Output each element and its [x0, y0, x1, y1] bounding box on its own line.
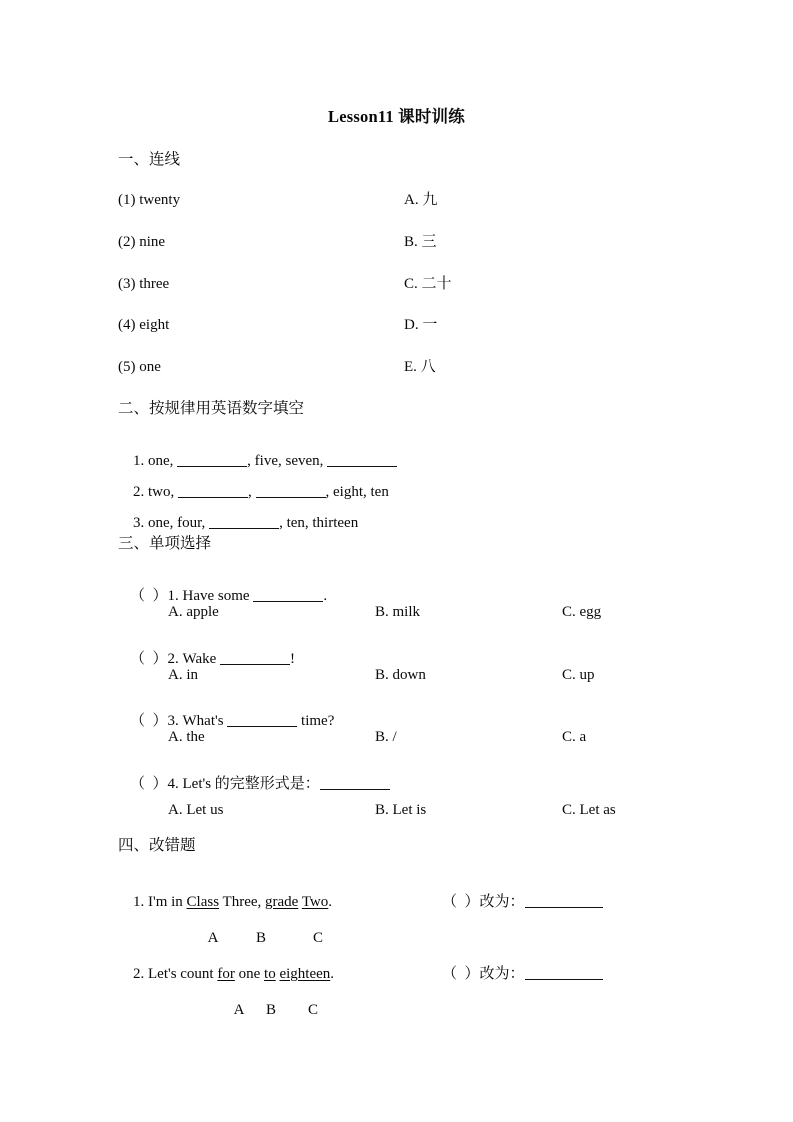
mc-question-3-option-b[interactable]: B. /: [375, 729, 397, 745]
error-correction-2-marker-b: B: [265, 1002, 276, 1018]
match-left-item-4[interactable]: (4) eight: [118, 317, 170, 333]
mc-question-2-bracket[interactable]: （ ）: [130, 651, 168, 667]
mc-question-2-blank[interactable]: [220, 664, 290, 665]
error-correction-1-underline-b[interactable]: grade: [265, 894, 299, 910]
mc-question-3-blank[interactable]: [227, 726, 297, 727]
mc-question-2-stem: [115, 637, 295, 682]
error-correction-1-marker-b: B: [255, 930, 266, 946]
error-correction-2-number: 2.: [133, 966, 148, 982]
match-right-item-a[interactable]: A. 九: [404, 192, 438, 208]
fill-in-1-blank-2[interactable]: [327, 466, 397, 467]
match-left-item-3[interactable]: (3) three: [118, 276, 170, 292]
mc-question-2-option-b[interactable]: B. down: [375, 667, 426, 683]
fill-in-2-post: , eight, ten: [325, 484, 389, 500]
error-correction-2-answer-label[interactable]: （ ）改为：: [442, 966, 525, 982]
match-right-item-b[interactable]: B. 三: [404, 234, 437, 250]
mc-question-1-pre: 1. Have some: [167, 588, 254, 604]
mc-question-4-blank[interactable]: [320, 789, 390, 790]
mc-question-3-option-a[interactable]: A. the: [168, 729, 205, 745]
error-correction-1-mid-1: Three,: [219, 894, 266, 910]
match-right-item-d[interactable]: D. 一: [404, 317, 438, 333]
mc-question-4-bracket[interactable]: （ ）: [130, 776, 168, 792]
mc-question-3-option-c[interactable]: C. a: [562, 729, 587, 745]
error-correction-1-post: .: [328, 894, 333, 910]
error-correction-1-answer-label[interactable]: （ ）改为：: [442, 894, 525, 910]
error-correction-1-number: 1.: [133, 894, 148, 910]
mc-question-1-option-b[interactable]: B. milk: [375, 604, 421, 620]
error-correction-1-marker-a: A: [207, 930, 219, 946]
fill-in-3-post: , ten, thirteen: [279, 515, 359, 531]
error-correction-2-post: .: [330, 966, 335, 982]
mc-question-4-pre: 4. Let's 的完整形式是：: [167, 776, 320, 792]
mc-question-4-option-a[interactable]: A. Let us: [168, 802, 224, 818]
error-correction-2-underline-a[interactable]: for: [217, 966, 235, 982]
mc-question-1-option-c[interactable]: C. egg: [562, 604, 602, 620]
mc-question-4-option-c[interactable]: C. Let as: [562, 802, 616, 818]
mc-question-3-post: time?: [297, 713, 335, 729]
error-correction-1-answer: [427, 880, 603, 925]
match-left-item-2[interactable]: (2) nine: [118, 234, 166, 250]
mc-question-3-bracket[interactable]: （ ）: [130, 713, 168, 729]
fill-in-2-blank-2[interactable]: [256, 497, 326, 498]
error-correction-2-marker-a: A: [233, 1002, 245, 1018]
match-left-item-1[interactable]: (1) twenty: [118, 192, 181, 208]
fill-in-1-mid: , five, seven,: [247, 453, 328, 469]
mc-question-4-option-b[interactable]: B. Let is: [375, 802, 427, 818]
section-heading-error-correction: 四、改错题: [118, 837, 196, 854]
mc-question-1-option-a[interactable]: A. apple: [168, 604, 219, 620]
error-correction-2-answer-blank[interactable]: [525, 979, 603, 980]
error-correction-2-answer: [427, 952, 603, 997]
section-heading-fill-in: 二、按规律用英语数字填空: [118, 400, 305, 417]
mc-question-2-option-a[interactable]: A. in: [168, 667, 198, 683]
error-correction-2-marker-c: C: [307, 1002, 318, 1018]
mc-question-4-stem: [115, 762, 390, 807]
fill-in-3-blank-1[interactable]: [209, 528, 279, 529]
match-right-item-e[interactable]: E. 八: [404, 359, 436, 375]
match-left-item-5[interactable]: (5) one: [118, 359, 161, 375]
fill-in-2-blank-1[interactable]: [178, 497, 248, 498]
fill-in-2-pre: 2. two,: [133, 484, 178, 500]
section-heading-multiple-choice: 三、单项选择: [118, 535, 212, 552]
mc-question-2-pre: 2. Wake: [167, 651, 221, 667]
mc-question-2-option-c[interactable]: C. up: [562, 667, 595, 683]
error-correction-2-mid-1: one: [234, 966, 265, 982]
section-heading-matching: 一、连线: [118, 151, 181, 168]
error-correction-1-marker-c: C: [312, 930, 323, 946]
match-right-item-c[interactable]: C. 二十: [404, 276, 452, 292]
mc-question-2-post: !: [290, 651, 296, 667]
mc-question-1-blank[interactable]: [253, 601, 323, 602]
error-correction-2-underline-c[interactable]: eighteen: [279, 966, 331, 982]
fill-in-2-mid: ,: [248, 484, 256, 500]
mc-question-1-stem: [115, 574, 327, 619]
error-correction-2-markers: [213, 988, 334, 1033]
error-correction-1-underline-c[interactable]: Two: [301, 894, 329, 910]
page-title: Lesson11 课时训练: [328, 107, 465, 126]
error-correction-1-answer-blank[interactable]: [525, 907, 603, 908]
fill-in-3-pre: 3. one, four,: [133, 515, 210, 531]
fill-in-1-pre: 1. one,: [133, 453, 178, 469]
error-correction-1-pre: I'm in: [148, 894, 187, 910]
error-correction-2-underline-b[interactable]: to: [264, 966, 276, 982]
fill-in-1-blank-1[interactable]: [177, 466, 247, 467]
mc-question-3-stem: [115, 699, 334, 744]
mc-question-3-pre: 3. What's: [167, 713, 228, 729]
error-correction-1-underline-a[interactable]: Class: [186, 894, 220, 910]
mc-question-1-post: .: [323, 588, 328, 604]
mc-question-1-bracket[interactable]: （ ）: [130, 588, 168, 604]
error-correction-2-pre: Let's count: [148, 966, 218, 982]
